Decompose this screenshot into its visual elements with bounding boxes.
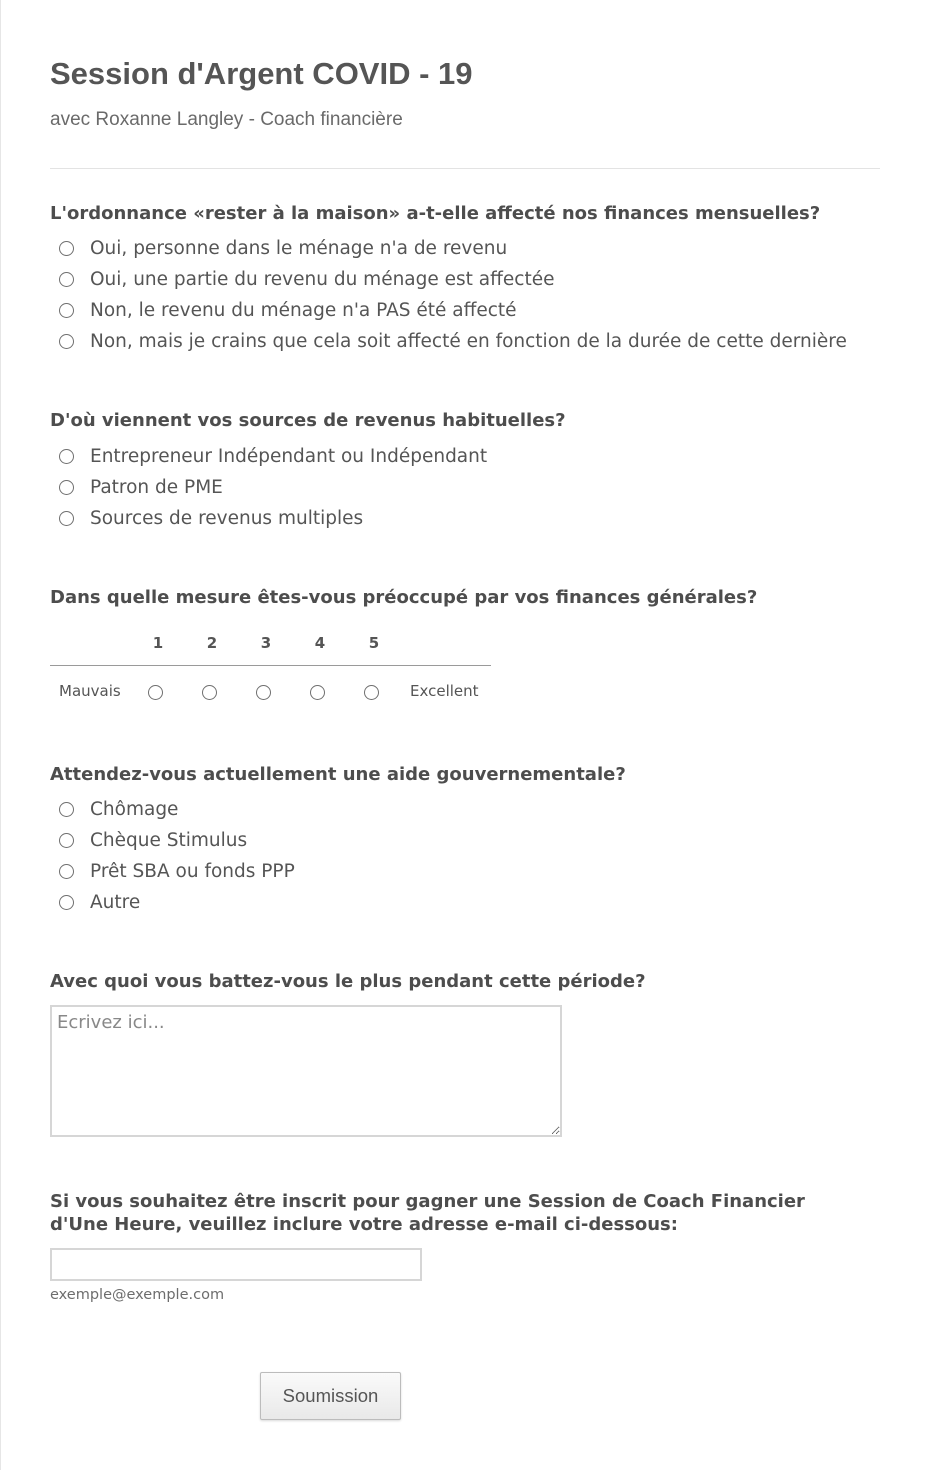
scale-header-1: 1 [152, 634, 164, 652]
radio-button[interactable] [59, 895, 74, 910]
scale-header-2: 2 [206, 634, 218, 652]
q4-option-2[interactable] [59, 828, 247, 852]
scale-header-4: 4 [314, 634, 326, 652]
scale-radio-4[interactable] [310, 685, 325, 700]
scale-radio-1[interactable] [148, 685, 163, 700]
form-subtitle: avec Roxanne Langley - Coach financière [50, 109, 403, 130]
option-label: Patron de PME [90, 476, 223, 498]
option-label: Autre [90, 891, 141, 913]
radio-button[interactable] [59, 833, 74, 848]
struggle-textarea[interactable] [50, 1005, 562, 1137]
radio-button[interactable] [59, 303, 74, 318]
option-label: Chômage [90, 798, 179, 820]
radio-button[interactable] [59, 864, 74, 879]
question-email-label-line2: d'Une Heure, veuillez inclure votre adresse e-mail ci-dessous: [50, 1214, 678, 1235]
option-label: Entrepreneur Indépendant ou Indépendant [90, 445, 488, 467]
form-title: Session d'Argent COVID - 19 [50, 56, 473, 91]
option-label: Non, le revenu du ménage n'a PAS été affecté [90, 299, 517, 321]
question-finance-concern-label: Dans quelle mesure êtes-vous préoccupé par vos finances générales? [50, 587, 758, 608]
radio-button[interactable] [59, 334, 74, 349]
question-struggle-label: Avec quoi vous battez-vous le plus pendant cette période? [50, 971, 646, 992]
email-input[interactable] [50, 1248, 422, 1281]
q1-option-3[interactable] [59, 298, 517, 322]
email-sublabel: exemple@exemple.com [50, 1287, 225, 1303]
scale-radio-2[interactable] [202, 685, 217, 700]
q1-option-2[interactable] [59, 267, 554, 291]
radio-button[interactable] [59, 511, 74, 526]
q4-option-1[interactable] [59, 797, 178, 821]
q2-option-3[interactable] [59, 506, 363, 530]
scale-low-label: Mauvais [59, 682, 121, 700]
radio-button[interactable] [59, 241, 74, 256]
radio-button[interactable] [59, 449, 74, 464]
q1-option-1[interactable] [59, 236, 507, 260]
question-stay-home-label: L'ordonnance «rester à la maison» a-t-elle affecté nos finances mensuelles? [50, 203, 821, 224]
option-label: Chèque Stimulus [90, 829, 248, 851]
header-divider [50, 168, 880, 169]
radio-button[interactable] [59, 272, 74, 287]
scale-radio-3[interactable] [256, 685, 271, 700]
scale-divider [50, 665, 491, 666]
option-label: Prêt SBA ou fonds PPP [90, 860, 295, 882]
option-label: Sources de revenus multiples [90, 507, 364, 529]
question-email-label-line1: Si vous souhaitez être inscrit pour gagner une Session de Coach Financier [50, 1191, 805, 1212]
option-label: Oui, personne dans le ménage n'a de revenu [90, 237, 508, 259]
q4-option-4[interactable] [59, 890, 140, 914]
question-government-aid-label: Attendez-vous actuellement une aide gouvernementale? [50, 764, 626, 785]
option-label: Oui, une partie du revenu du ménage est affectée [90, 268, 555, 290]
q2-option-1[interactable] [59, 444, 487, 468]
question-income-sources-label: D'où viennent vos sources de revenus habituelles? [50, 410, 566, 431]
submit-button[interactable]: Soumission [260, 1372, 401, 1420]
q4-option-3[interactable] [59, 859, 295, 883]
radio-button[interactable] [59, 480, 74, 495]
scale-high-label: Excellent [410, 682, 479, 700]
scale-radio-5[interactable] [364, 685, 379, 700]
q2-option-2[interactable] [59, 475, 223, 499]
option-label: Non, mais je crains que cela soit affecté en fonction de la durée de cette dernière [90, 330, 847, 352]
page-left-border [0, 0, 1, 1470]
radio-button[interactable] [59, 802, 74, 817]
q1-option-4[interactable] [59, 329, 847, 353]
scale-header-3: 3 [260, 634, 272, 652]
scale-header-5: 5 [368, 634, 380, 652]
